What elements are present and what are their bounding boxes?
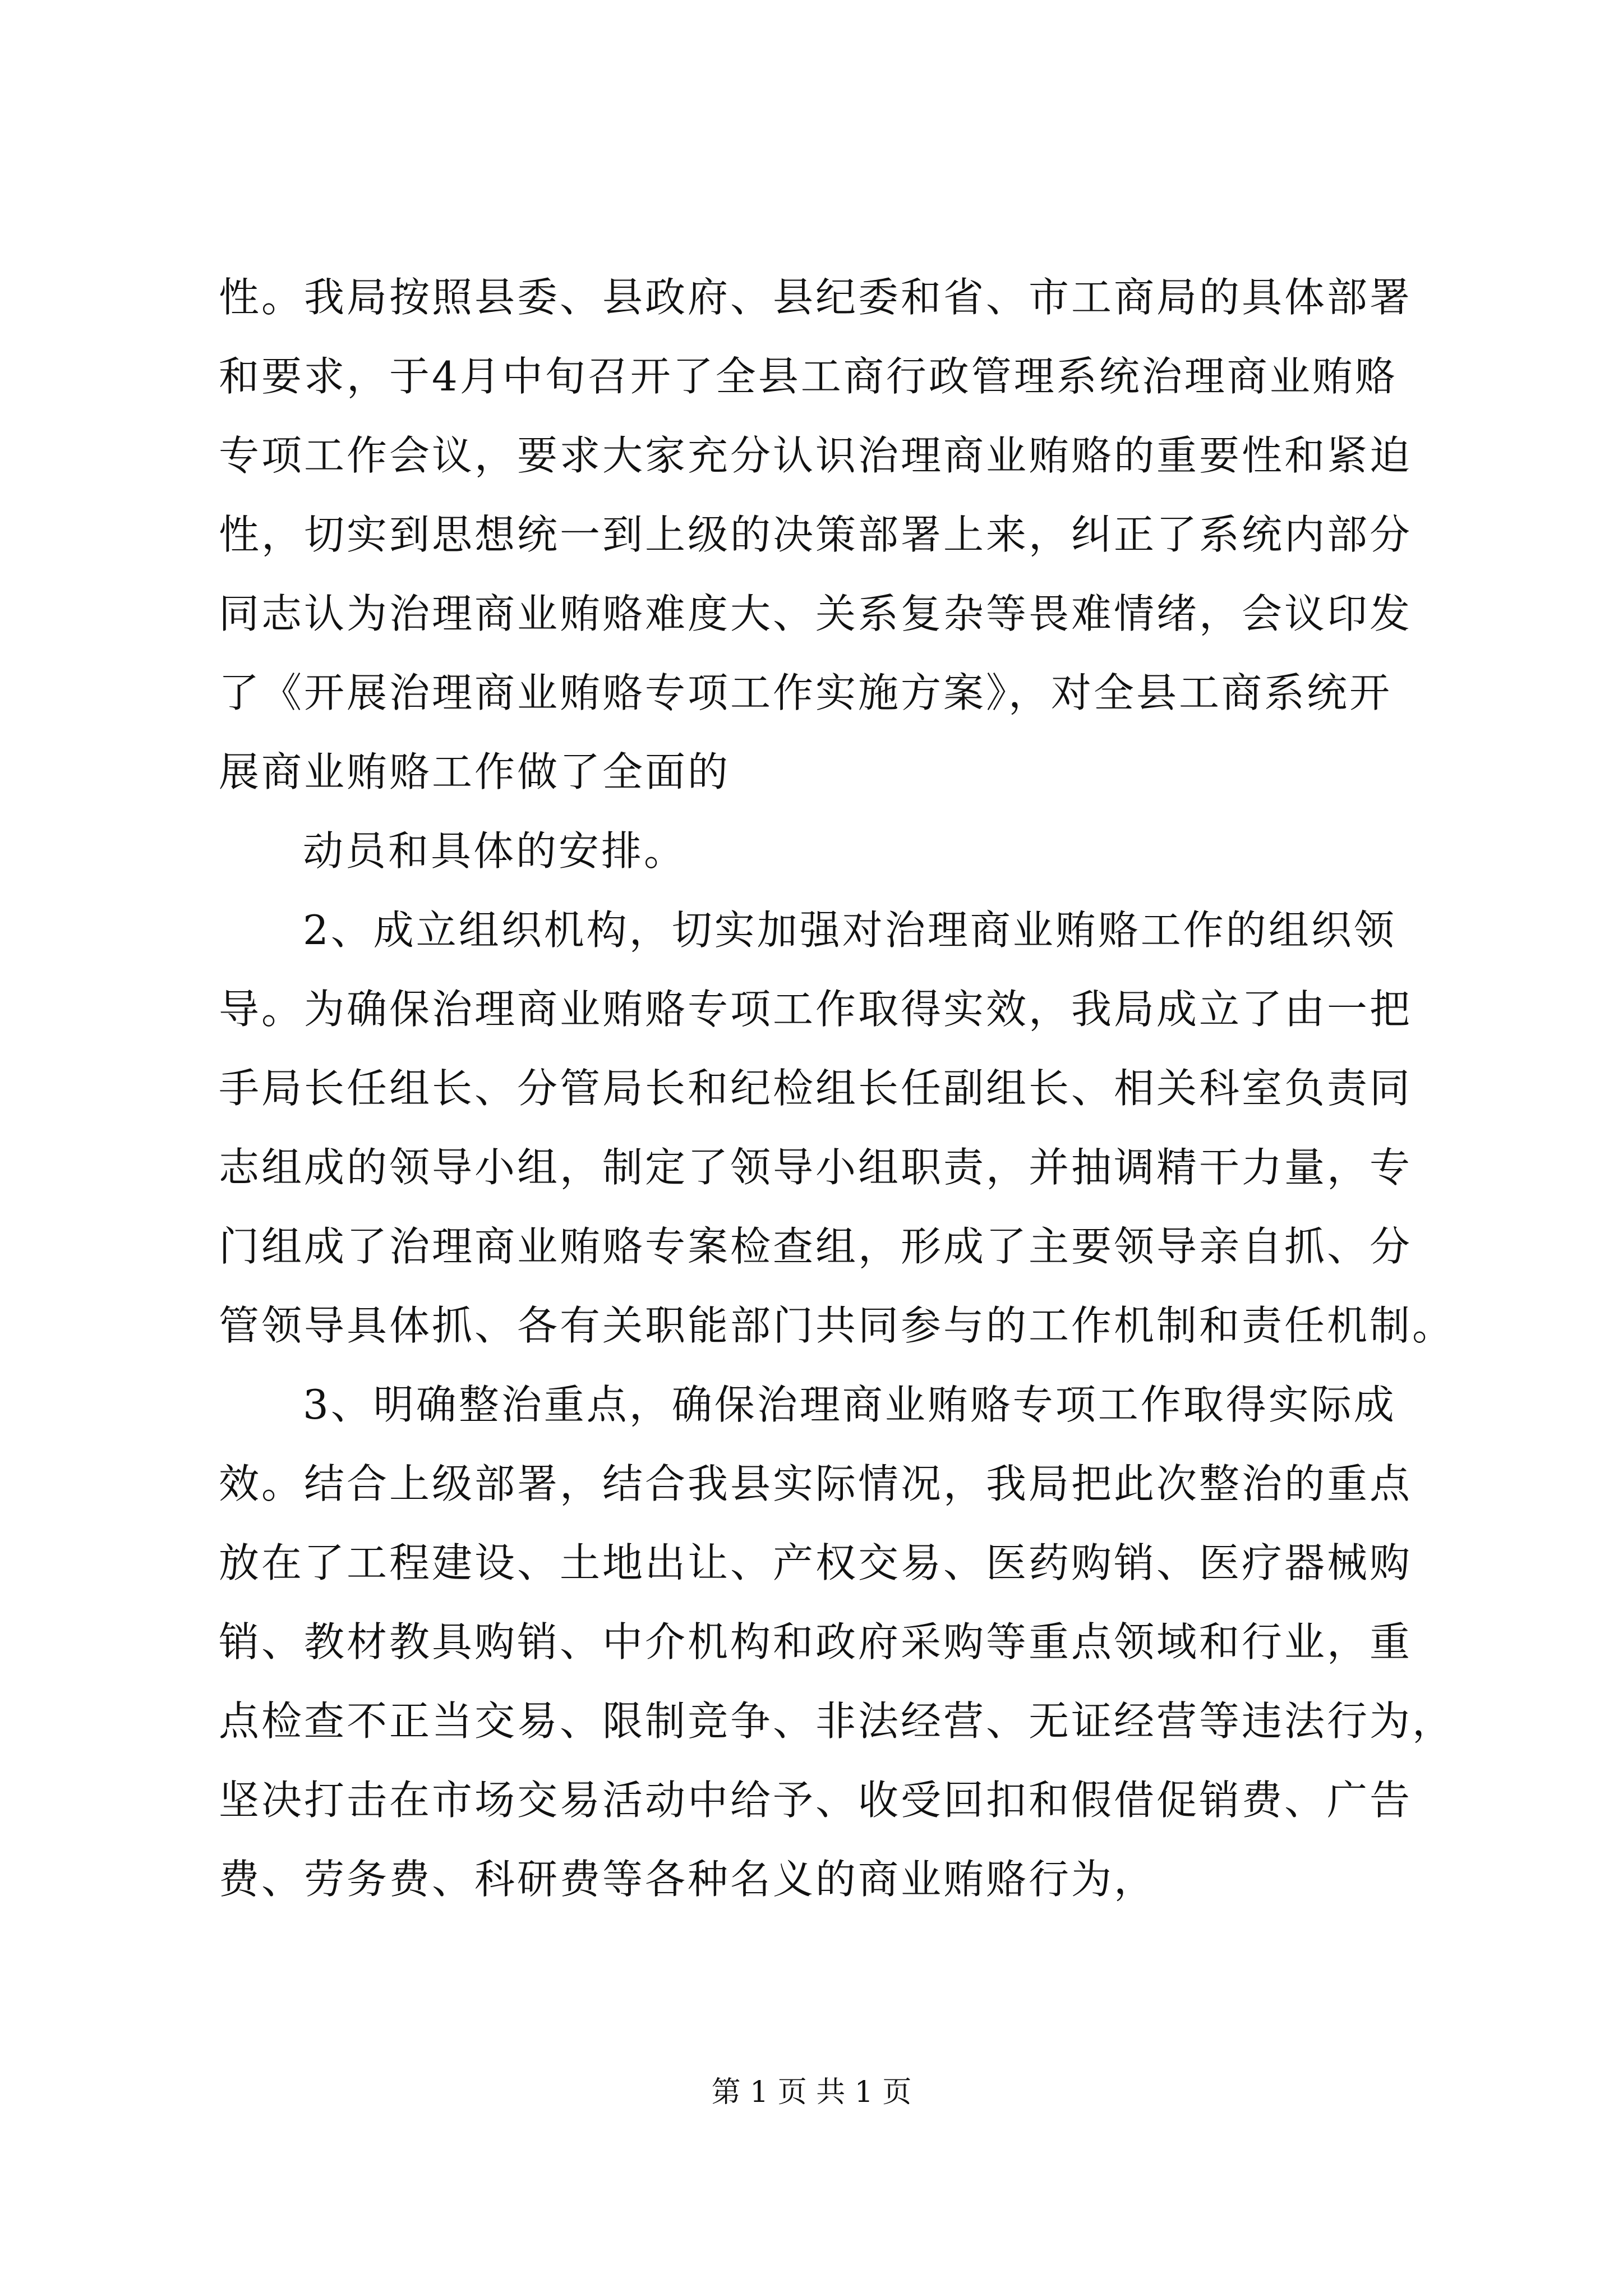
- text-line: 坚决打击在市场交易活动中给予、收受回扣和假借促销费、广告: [219, 1777, 1413, 1824]
- text-line: 管领导具体抓、各有关职能部门共同参与的工作机制和责任机制。: [219, 1302, 1455, 1349]
- text-line: 效。结合上级部署，结合我县实际情况，我局把此次整治的重点: [219, 1460, 1413, 1507]
- text-line: 展商业贿赂工作做了全面的: [219, 748, 731, 795]
- text-line: 门组成了治理商业贿赂专案检查组，形成了主要领导亲自抓、分: [219, 1223, 1413, 1270]
- text-line: 性，切实到思想统一到上级的决策部署上来，纠正了系统内部分: [219, 511, 1413, 558]
- text-line: 了《开展治理商业贿赂专项工作实施方案》，对全县工商系统开: [219, 669, 1393, 716]
- text-line: 专项工作会议，要求大家充分认识治理商业贿赂的重要性和紧迫: [219, 432, 1413, 479]
- text-line: 性。我局按照县委、县政府、县纪委和省、市工商局的具体部署: [219, 274, 1413, 321]
- text-line: 2、成立组织机构，切实加强对治理商业贿赂工作的组织领: [303, 907, 1396, 954]
- text-line: 费、劳务费、科研费等各种名义的商业贿赂行为，: [219, 1856, 1157, 1903]
- text-line: 3、明确整治重点，确保治理商业贿赂专项工作取得实际成: [303, 1381, 1396, 1428]
- text-line: 和要求，于4月中旬召开了全县工商行政管理系统治理商业贿赂: [219, 353, 1398, 400]
- text-line: 点检查不正当交易、限制竞争、非法经营、无证经营等违法行为，: [219, 1697, 1455, 1745]
- text-line: 动员和具体的安排。: [303, 827, 687, 875]
- text-line: 手局长任组长、分管局长和纪检组长任副组长、相关科室负责同: [219, 1065, 1413, 1112]
- text-line: 导。为确保治理商业贿赂专项工作取得实效，我局成立了由一把: [219, 986, 1413, 1033]
- page-footer: 第 1 页 共 1 页: [711, 2076, 912, 2109]
- text-line: 销、教材教具购销、中介机构和政府采购等重点领域和行业，重: [219, 1618, 1413, 1665]
- text-line: 同志认为治理商业贿赂难度大、关系复杂等畏难情绪，会议印发: [219, 590, 1413, 637]
- text-line: 放在了工程建设、土地出让、产权交易、医药购销、医疗器械购: [219, 1539, 1413, 1586]
- text-line: 志组成的领导小组，制定了领导小组职责，并抽调精干力量，专: [219, 1144, 1413, 1191]
